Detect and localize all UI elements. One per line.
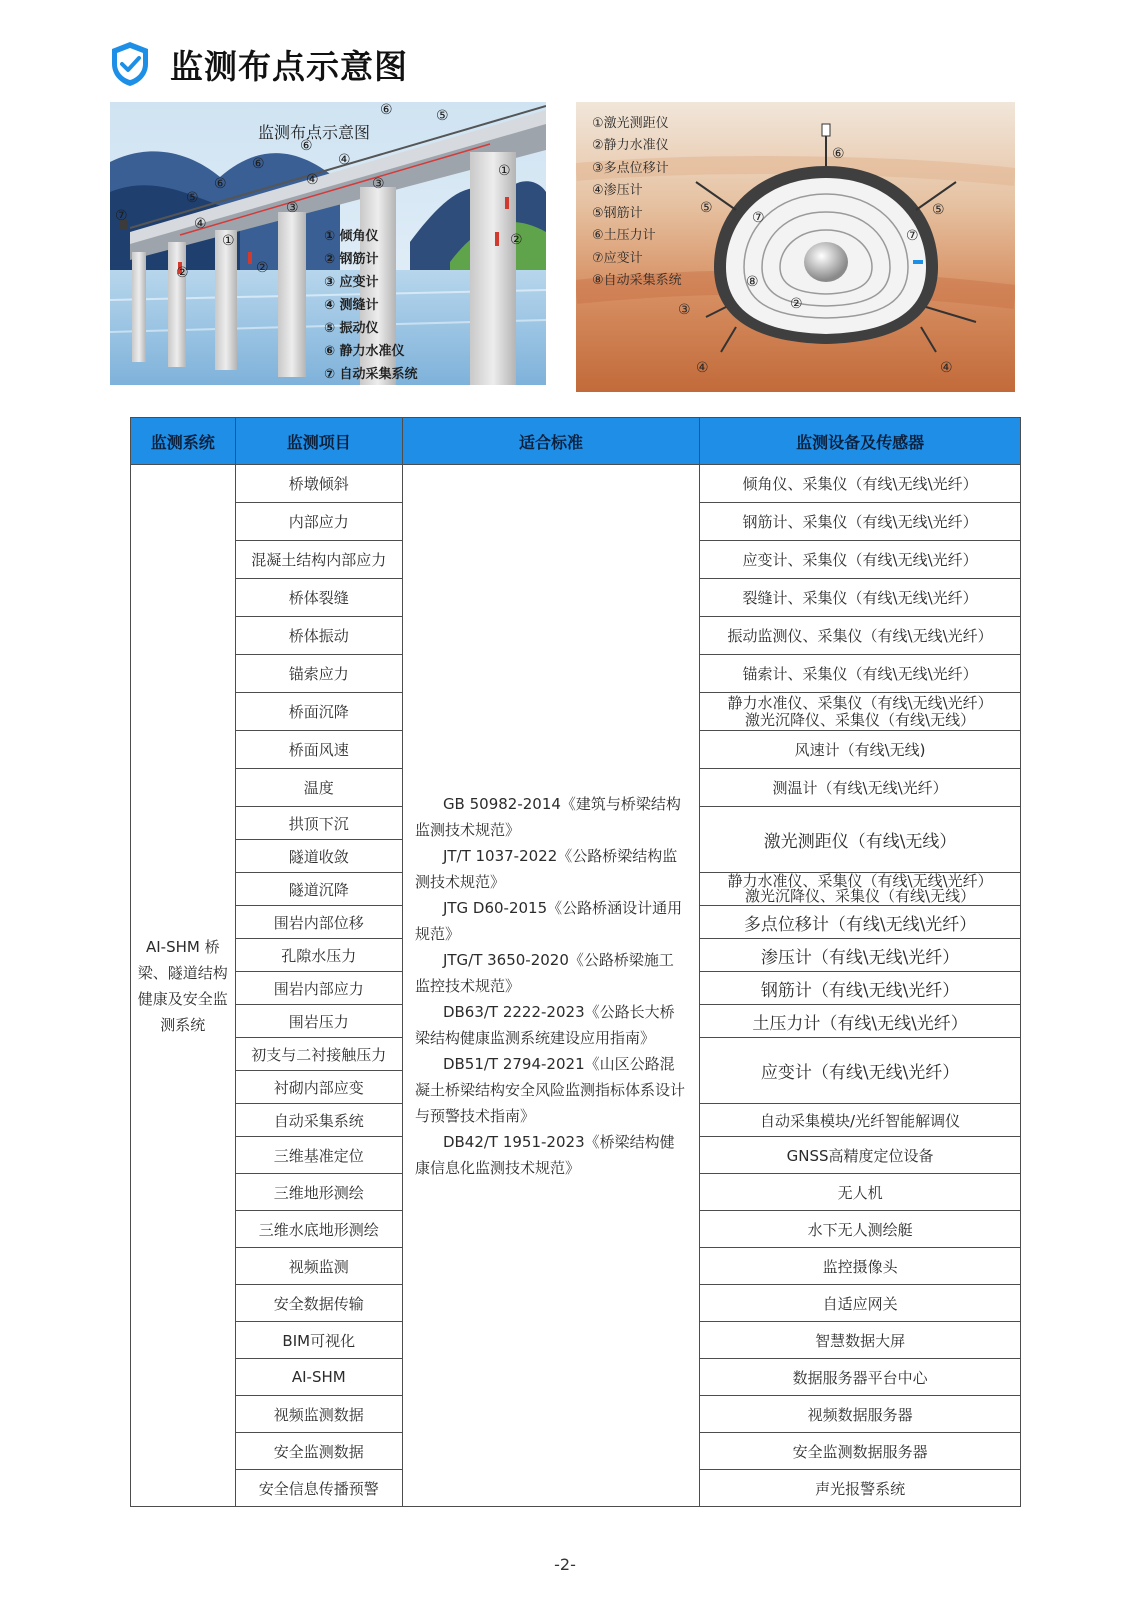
item-cell: 孔隙水压力 — [235, 939, 402, 972]
item-cell: 隧道沉降 — [235, 873, 402, 906]
device-cell: 声光报警系统 — [700, 1470, 1021, 1507]
device-cell: 钢筋计（有线\无线\光纤） — [700, 972, 1021, 1005]
device-cell: GNSS高精度定位设备 — [700, 1137, 1021, 1174]
header-device: 监测设备及传感器 — [700, 418, 1021, 465]
device-cell: 自动采集模块/光纤智能解调仪 — [700, 1104, 1021, 1137]
bridge-legend-item: ⑥ 静力水准仪 — [324, 344, 405, 359]
bridge-marker: ⑤ — [186, 190, 199, 206]
system-line: 梁、隧道结构 — [137, 963, 228, 982]
device-cell: 锚索计、采集仪（有线\无线\光纤） — [700, 655, 1021, 693]
device-cell: 应变计、采集仪（有线\无线\光纤） — [700, 541, 1021, 579]
item-cell: 自动采集系统 — [235, 1104, 402, 1137]
bridge-legend-item: ④ 测缝计 — [324, 298, 379, 313]
item-cell: 桥体振动 — [235, 617, 402, 655]
standard-entry: DB51/T 2794-2021《山区公路混凝土桥梁结构安全风险监测指标体系设计与预警技术指南》 — [414, 1054, 685, 1125]
device-cell: 应变计（有线\无线\光纤） — [700, 1038, 1021, 1104]
tunnel-legend-item: ⑥土压力计 — [592, 228, 656, 243]
device-cell: 多点位移计（有线\无线\光纤） — [700, 906, 1021, 939]
bridge-marker: ⑦ — [115, 208, 128, 224]
standard-entry: DB63/T 2222-2023《公路长大桥梁结构健康监测系统建设应用指南》 — [414, 1002, 675, 1047]
device-cell: 水下无人测绘艇 — [700, 1211, 1021, 1248]
device-cell: 裂缝计、采集仪（有线\无线\光纤） — [700, 579, 1021, 617]
table-header-row — [131, 418, 1021, 465]
device-cell — [700, 873, 1021, 906]
item-cell: 拱顶下沉 — [235, 807, 402, 840]
item-cell: 混凝土结构内部应力 — [235, 541, 402, 579]
item-cell: 温度 — [235, 769, 402, 807]
standard-entry: GB 50982-2014《建筑与桥梁结构监测技术规范》 — [414, 794, 681, 839]
page-header — [108, 38, 408, 90]
item-cell: AI-SHM — [235, 1359, 402, 1396]
item-cell: 视频监测 — [235, 1248, 402, 1285]
standard-entry: DB42/T 1951-2023《桥梁结构健康信息化监测技术规范》 — [414, 1132, 675, 1177]
tunnel-legend-item: ⑧自动采集系统 — [592, 273, 682, 288]
shield-check-icon — [108, 40, 152, 88]
bridge-marker: ③ — [372, 176, 385, 192]
item-cell: 围岩压力 — [235, 1005, 402, 1038]
device-cell: 无人机 — [700, 1174, 1021, 1211]
item-cell: 初支与二衬接触压力 — [235, 1038, 402, 1071]
bridge-marker: ⑥ — [300, 138, 313, 154]
device-cell: 自适应网关 — [700, 1285, 1021, 1322]
system-line: AI-SHM 桥 — [145, 937, 220, 956]
item-cell: 三维地形测绘 — [235, 1174, 402, 1211]
bridge-legend-item: ⑤ 振动仪 — [324, 321, 379, 336]
tunnel-marker: ⑦ — [752, 210, 765, 226]
item-cell: 安全数据传输 — [235, 1285, 402, 1322]
device-cell: 激光测距仪（有线\无线） — [700, 807, 1021, 873]
header-standard: 适合标准 — [402, 418, 699, 465]
tunnel-diagram — [576, 102, 1015, 392]
standard-entry: JT/T 1037-2022《公路桥梁结构监测技术规范》 — [414, 846, 678, 891]
device-cell: 测温计（有线\无线\光纤） — [700, 769, 1021, 807]
item-cell: 桥面沉降 — [235, 693, 402, 731]
device-cell: 视频数据服务器 — [700, 1396, 1021, 1433]
device-cell: 土压力计（有线\无线\光纤） — [700, 1005, 1021, 1038]
device-cell: 振动监测仪、采集仪（有线\无线\光纤） — [700, 617, 1021, 655]
tunnel-marker: ② — [790, 296, 803, 312]
bridge-marker: ④ — [194, 216, 207, 232]
bridge-diagram — [110, 102, 546, 385]
standards-cell — [402, 465, 699, 1507]
item-cell: 衬砌内部应变 — [235, 1071, 402, 1104]
item-cell: 锚索应力 — [235, 655, 402, 693]
device-line: 静力水准仪、采集仪（有线\无线\光纤） — [727, 872, 993, 890]
bridge-marker: ③ — [286, 200, 299, 216]
device-cell: 安全监测数据服务器 — [700, 1433, 1021, 1470]
system-line: 测系统 — [160, 1015, 206, 1034]
tunnel-legend-item: ③多点位移计 — [592, 161, 669, 176]
tunnel-legend-item: ⑤钢筋计 — [592, 206, 643, 221]
device-line: 静力水准仪、采集仪（有线\无线\光纤） — [727, 693, 993, 712]
item-cell: 视频监测数据 — [235, 1396, 402, 1433]
item-cell: 内部应力 — [235, 503, 402, 541]
tunnel-marker: ⑦ — [906, 228, 919, 244]
device-cell: 倾角仪、采集仪（有线\无线\光纤） — [700, 465, 1021, 503]
bridge-marker: ② — [256, 260, 269, 276]
tunnel-legend-item: ①激光测距仪 — [592, 116, 669, 131]
header-item: 监测项目 — [235, 418, 402, 465]
bridge-marker: ⑥ — [380, 102, 393, 118]
bridge-marker: ① — [498, 163, 511, 179]
bridge-marker: ⑥ — [214, 176, 227, 192]
table-row — [131, 465, 1021, 503]
item-cell: 桥墩倾斜 — [235, 465, 402, 503]
page-number: -2- — [554, 1555, 576, 1574]
tunnel-marker: ③ — [678, 302, 691, 318]
tunnel-legend-item: ②静力水准仪 — [592, 138, 669, 153]
device-cell: 智慧数据大屏 — [700, 1322, 1021, 1359]
monitoring-table — [130, 417, 1021, 1507]
item-cell: 桥体裂缝 — [235, 579, 402, 617]
device-cell: 风速计（有线\无线) — [700, 731, 1021, 769]
tunnel-marker: ⑧ — [746, 274, 759, 290]
bridge-marker: ② — [176, 265, 189, 281]
system-cell — [131, 465, 236, 1507]
device-cell: 渗压计（有线\无线\光纤） — [700, 939, 1021, 972]
bridge-marker: ② — [510, 232, 523, 248]
item-cell: BIM可视化 — [235, 1322, 402, 1359]
bridge-legend-item: ③ 应变计 — [324, 275, 379, 290]
system-line: 健康及安全监 — [137, 989, 228, 1008]
tunnel-legend-item: ⑦应变计 — [592, 251, 643, 266]
item-cell: 三维基准定位 — [235, 1137, 402, 1174]
device-cell — [700, 693, 1021, 731]
tunnel-marker: ⑥ — [832, 146, 845, 162]
tunnel-legend-item: ④渗压计 — [592, 183, 643, 198]
device-cell: 钢筋计、采集仪（有线\无线\光纤） — [700, 503, 1021, 541]
bridge-marker: ④ — [306, 172, 319, 188]
bridge-marker: ① — [222, 233, 235, 249]
bridge-legend-item: ① 倾角仪 — [324, 229, 379, 244]
item-cell: 三维水底地形测绘 — [235, 1211, 402, 1248]
bridge-marker: ④ — [338, 152, 351, 168]
bridge-marker: ⑤ — [436, 108, 449, 124]
device-line: 激光沉降仪、采集仪（有线\无线） — [745, 710, 976, 729]
bridge-legend-item: ⑦ 自动采集系统 — [324, 367, 418, 382]
tunnel-marker: ⑤ — [700, 200, 713, 216]
item-cell: 桥面风速 — [235, 731, 402, 769]
item-cell: 围岩内部应力 — [235, 972, 402, 1005]
item-cell: 围岩内部位移 — [235, 906, 402, 939]
tunnel-marker: ④ — [696, 360, 709, 376]
item-cell: 安全监测数据 — [235, 1433, 402, 1470]
standard-entry: JTG D60-2015《公路桥涵设计通用规范》 — [414, 898, 683, 943]
page-title: 监测布点示意图 — [170, 46, 408, 86]
tunnel-marker: ④ — [940, 360, 953, 376]
item-cell: 隧道收敛 — [235, 840, 402, 873]
tunnel-marker: ⑤ — [932, 202, 945, 218]
item-cell: 安全信息传播预警 — [235, 1470, 402, 1507]
bridge-marker: ⑥ — [252, 156, 265, 172]
device-cell: 数据服务器平台中心 — [700, 1359, 1021, 1396]
device-cell: 监控摄像头 — [700, 1248, 1021, 1285]
standard-entry: JTG/T 3650-2020《公路桥梁施工监控技术规范》 — [414, 950, 674, 995]
bridge-figure-title: 监测布点示意图 — [258, 123, 371, 142]
bridge-legend-item: ② 钢筋计 — [324, 252, 379, 267]
device-line: 激光沉降仪、采集仪（有线\无线） — [745, 887, 976, 905]
header-system: 监测系统 — [131, 418, 236, 465]
